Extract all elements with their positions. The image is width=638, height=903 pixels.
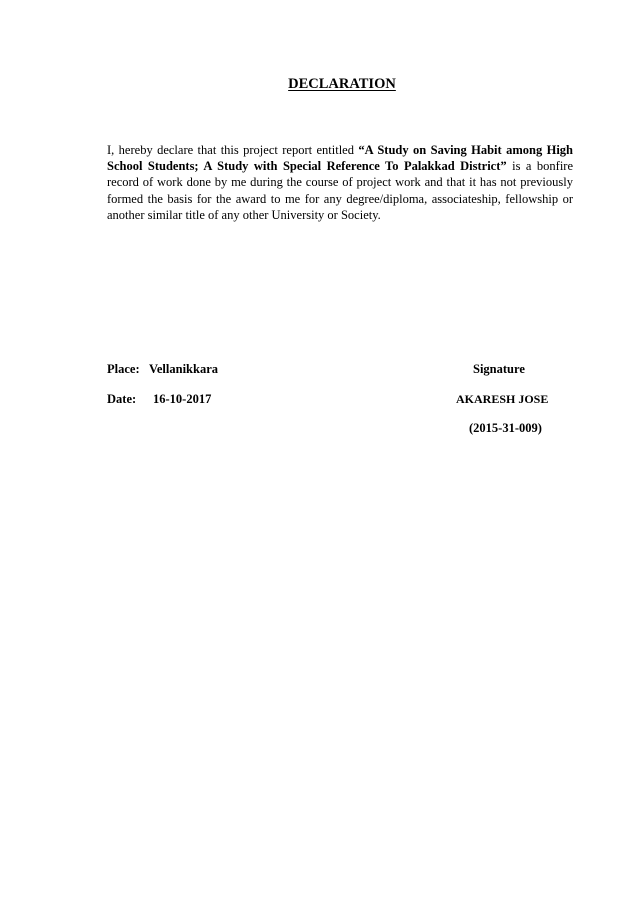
- place-line: [107, 362, 218, 377]
- date-value: 16-10-2017: [153, 392, 212, 406]
- page-title: DECLARATION: [288, 76, 396, 92]
- date-line: [107, 392, 211, 407]
- signature-label: Signature: [473, 362, 525, 376]
- declaration-intro: I, hereby declare that this project report entitled: [107, 143, 359, 157]
- signatory-name: AKARESH JOSE: [456, 392, 549, 406]
- place-value: Vellanikkara: [149, 362, 219, 376]
- declaration-body: is a bonfire record of work done by me during the course of project work and that it has not previously formed the basis for the award to me for any degree/diploma, associateship, fellowship or another similar title of any other University or Society.: [107, 159, 573, 222]
- declaration-paragraph: [107, 142, 573, 223]
- project-report-title: “A Study on Saving Habit among High School Students; A Study with Special Reference To Palakkad District”: [107, 143, 573, 174]
- date-label: Date:: [107, 392, 137, 406]
- registration-number: (2015-31-009): [469, 421, 542, 435]
- place-label: Place:: [107, 362, 140, 376]
